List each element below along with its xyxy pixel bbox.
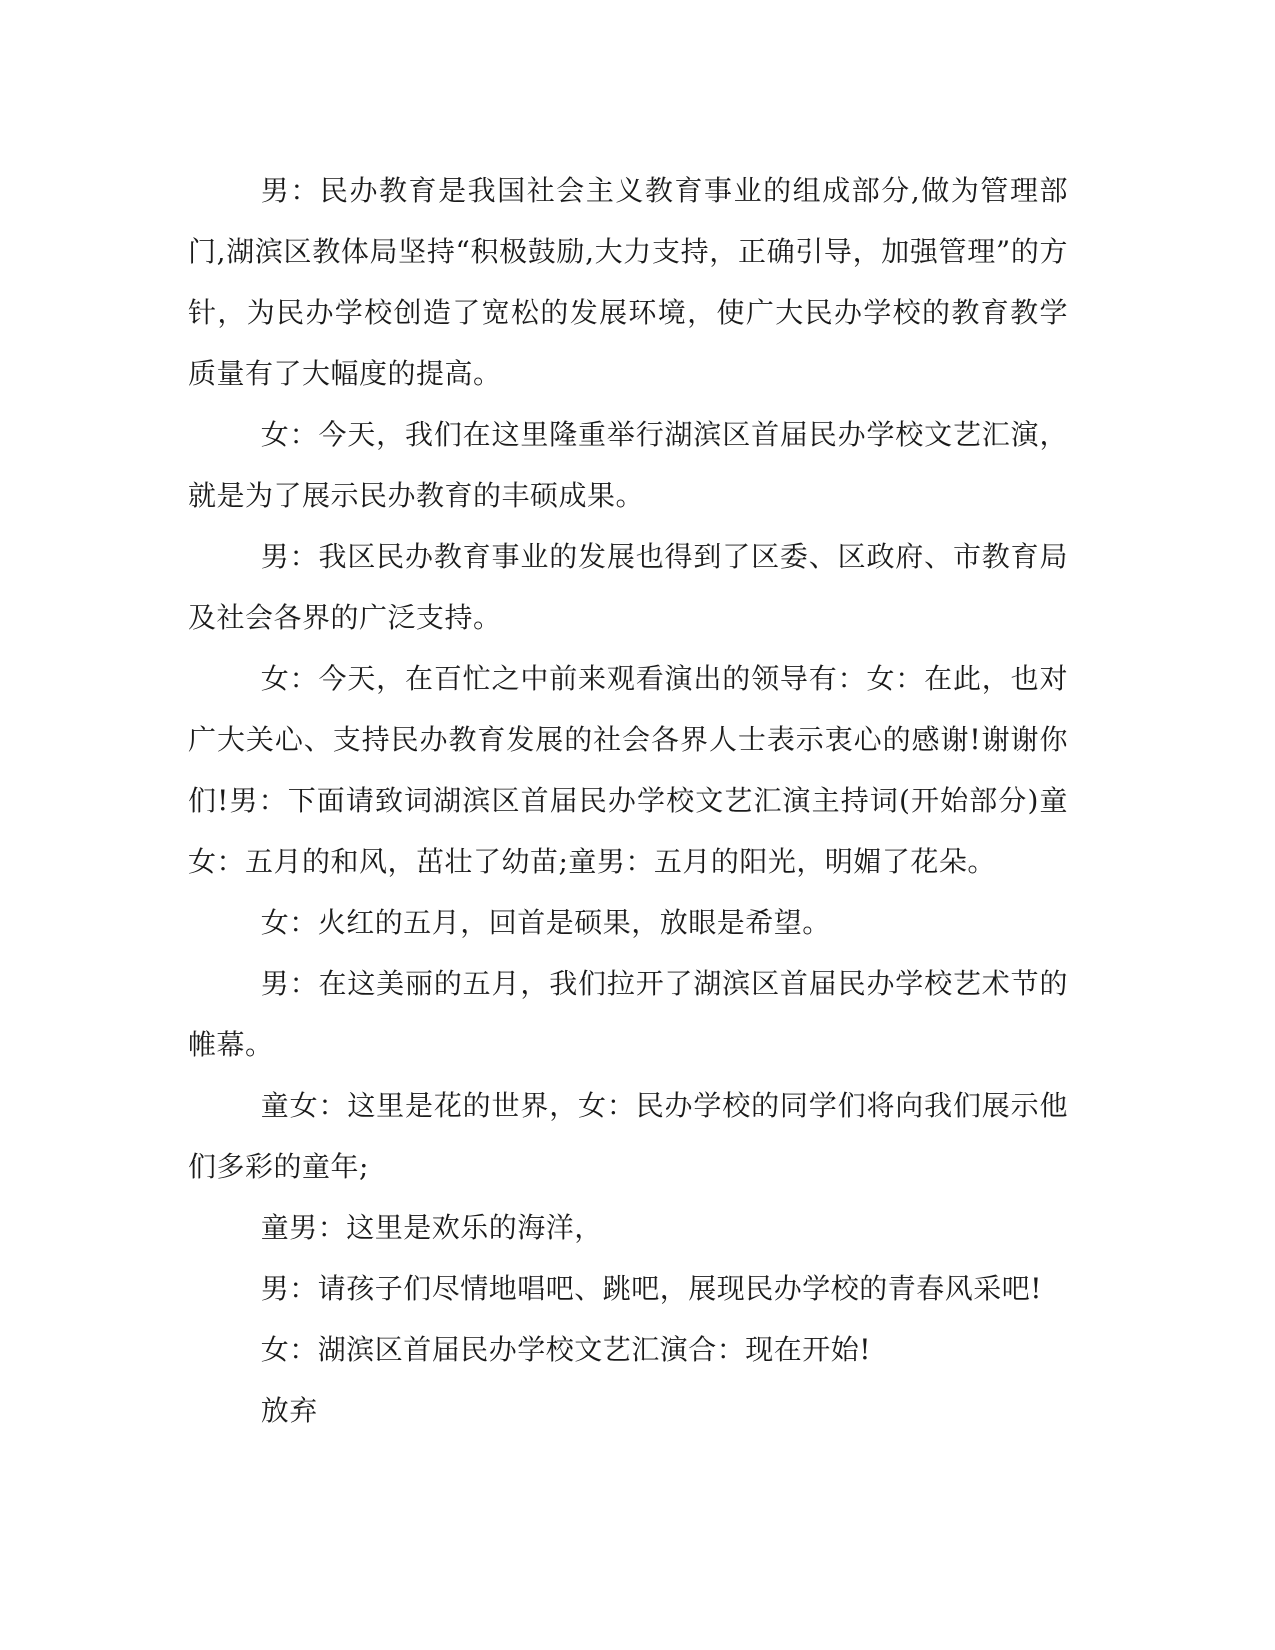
paragraph-1: 男：民办教育是我国社会主义教育事业的组成部分,做为管理部门,湖滨区教体局坚持“积极鼓励,大力支持，正确引导，加强管理”的方针，为民办学校创造了宽松的发展环境，使广大民办学校的教育教学质量有了大幅度的提高。 [188,174,1068,390]
paragraph-6: 男：在这美丽的五月，我们拉开了湖滨区首届民办学校艺术节的帷幕。 [188,967,1068,1061]
paragraph-8: 童男：这里是欢乐的海洋， [260,1211,603,1244]
paragraph-7: 童女：这里是花的世界，女：民办学校的同学们将向我们展示他们多彩的童年; [188,1089,1068,1183]
paragraph-10: 女：湖滨区首届民办学校文艺汇演合：现在开始! [260,1333,872,1366]
paragraph-5: 女：火红的五月，回首是硕果，放眼是希望。 [260,906,831,939]
paragraph-4: 女：今天，在百忙之中前来观看演出的领导有：女：在此，也对广大关心、支持民办教育发展的社会各界人士表示衷心的感谢!谢谢你们!男：下面请致词湖滨区首届民办学校文艺汇演主持词(开始部分)童女：五月的和风，茁壮了幼苗;童男：五月的阳光，明媚了花朵。 [188,662,1068,878]
paragraph-11: 放弃 [260,1394,318,1427]
paragraph-9: 男：请孩子们尽情地唱吧、跳吧，展现民办学校的青春风采吧! [260,1272,1043,1305]
paragraph-3: 男：我区民办教育事业的发展也得到了区委、区政府、市教育局及社会各界的广泛支持。 [188,540,1068,634]
document-body [188,160,1068,1441]
paragraph-2: 女：今天，我们在这里隆重举行湖滨区首届民办学校文艺汇演，就是为了展示民办教育的丰硕成果。 [188,418,1068,512]
